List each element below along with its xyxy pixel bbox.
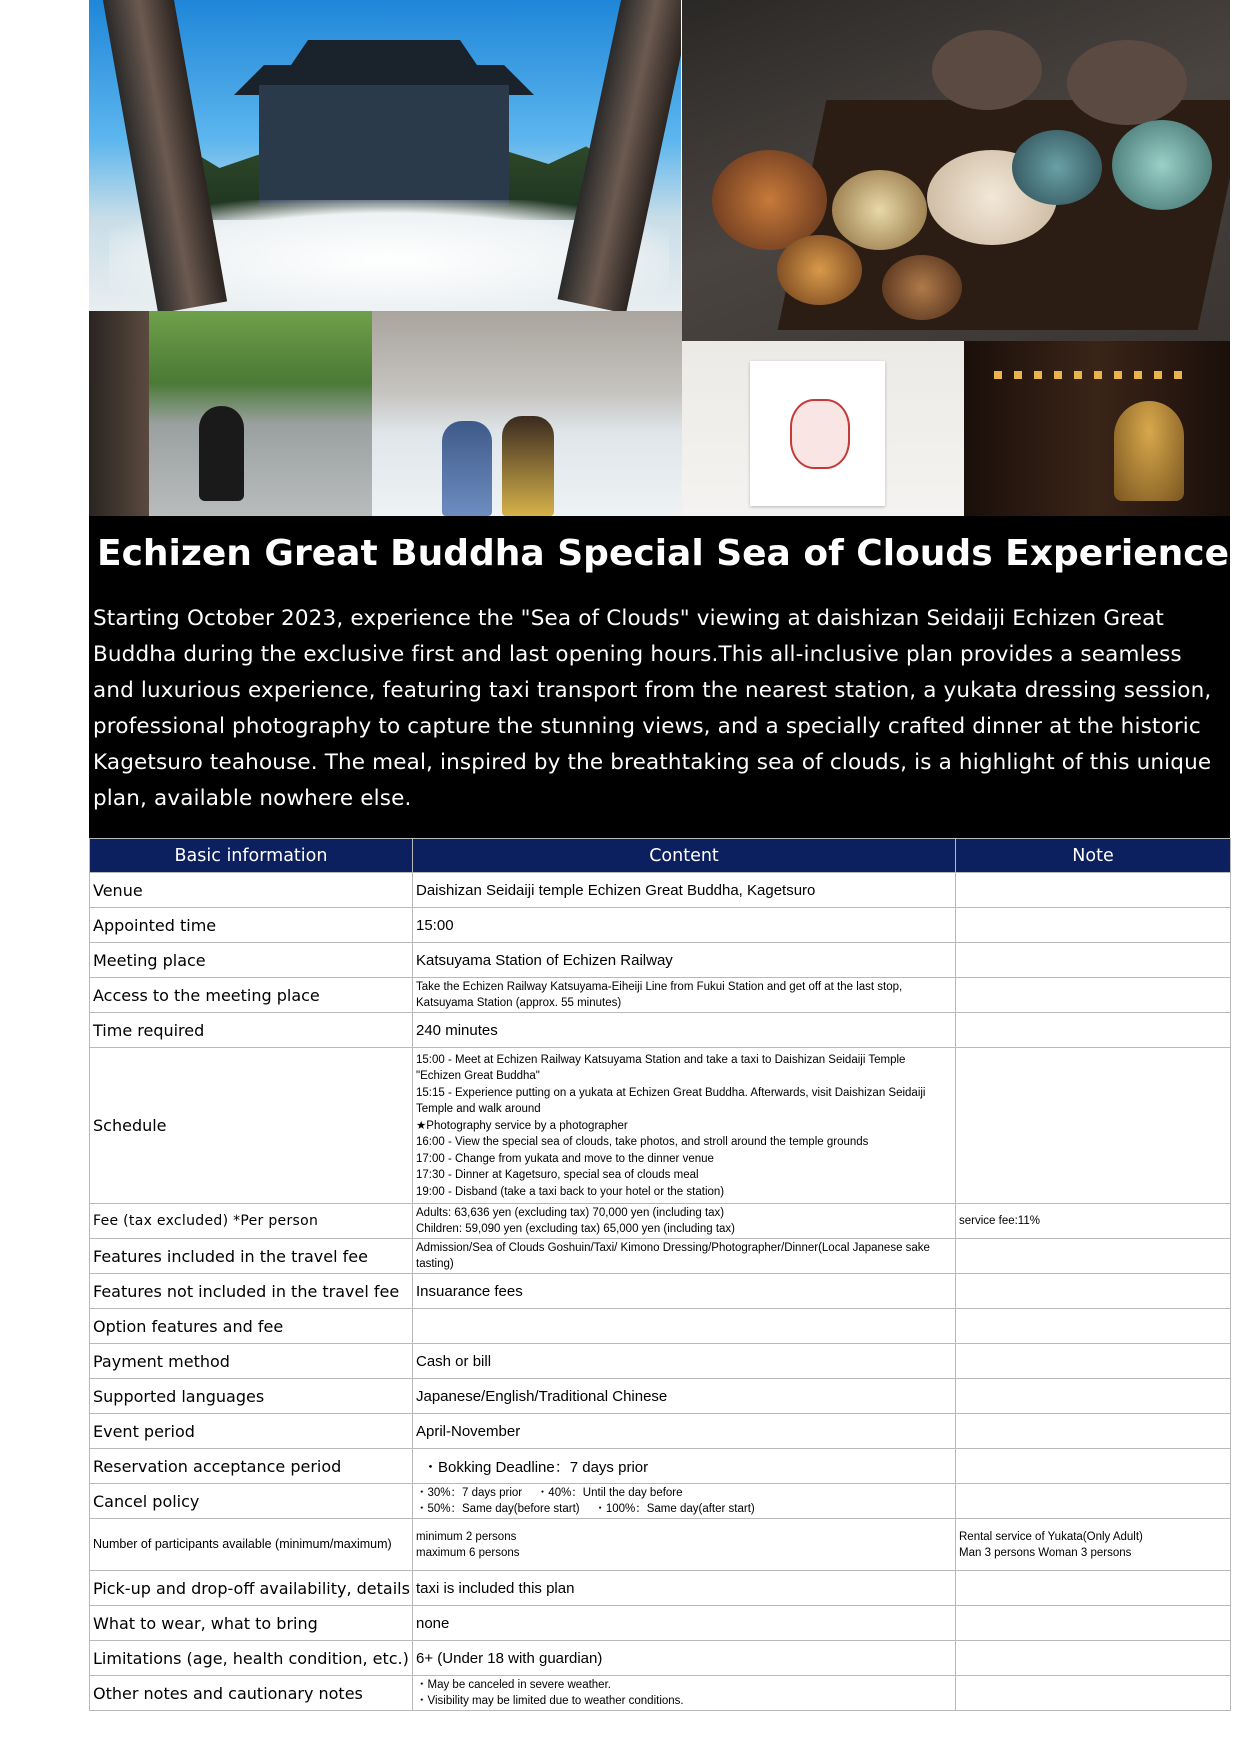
cancel-line: ・30%：7 days prior ・40%：Until the day before xyxy=(416,1487,683,1499)
note-line: Man 3 persons Woman 3 persons xyxy=(959,1546,1132,1559)
row-content: Japanese/English/Traditional Chinese xyxy=(413,1379,956,1414)
pot-dish xyxy=(932,30,1042,110)
participants-min: minimum 2 persons xyxy=(416,1530,517,1543)
schedule-line: 17:00 - Change from yukata and move to the dinner venue xyxy=(416,1152,714,1165)
table-row xyxy=(90,943,1231,978)
schedule-line: ★Photography service by a photographer xyxy=(416,1119,628,1132)
red-seal-stamp xyxy=(790,399,850,469)
cancel-policy-content xyxy=(413,1484,956,1519)
row-label: Pick-up and drop-off availability, details xyxy=(90,1571,413,1606)
row-content: 15:00 xyxy=(413,908,956,943)
table-row xyxy=(90,1519,1231,1571)
bowl-dish xyxy=(882,255,962,320)
header-note: Note xyxy=(956,839,1231,873)
row-note xyxy=(956,1344,1231,1379)
temple-building xyxy=(259,85,509,205)
table-row xyxy=(90,1239,1231,1274)
bowl-dish xyxy=(1012,130,1102,205)
row-note xyxy=(956,1379,1231,1414)
row-label: Payment method xyxy=(90,1344,413,1379)
row-label: Number of participants available (minimum/maximum) xyxy=(90,1519,413,1571)
row-note xyxy=(956,943,1231,978)
table-row xyxy=(90,1484,1231,1519)
schedule-line: 19:00 - Disband (take a taxi back to your hotel or the station) xyxy=(416,1185,725,1198)
basic-info-table xyxy=(89,838,1231,1711)
row-note xyxy=(956,1239,1231,1274)
row-note xyxy=(956,1013,1231,1048)
row-content: Admission/Sea of Clouds Goshuin/Taxi/ Kimono Dressing/Photographer/Dinner(Local Japanese sake tasting) xyxy=(413,1239,956,1274)
row-note xyxy=(956,1571,1231,1606)
row-label: Cancel policy xyxy=(90,1484,413,1519)
table-row xyxy=(90,1274,1231,1309)
row-note xyxy=(956,1309,1231,1344)
row-note xyxy=(956,978,1231,1013)
row-note xyxy=(956,1449,1231,1484)
row-content: Cash or bill xyxy=(413,1344,956,1379)
row-note xyxy=(956,1484,1231,1519)
table-row xyxy=(90,1571,1231,1606)
row-content: Katsuyama Station of Echizen Railway xyxy=(413,943,956,978)
row-label: Option features and fee xyxy=(90,1309,413,1344)
intro-paragraph: Starting October 2023, experience the "Sea of Clouds" viewing at daishizan Seidaiji Echizen Great Buddha during the exclusive first and last opening hours.This all-inclusive plan provides a seamless and luxurious experience, featuring taxi transport from the nearest station, a yukata dressing session, professional photography to capture the stunning views, and a specially crafted dinner at the historic Kagetsuro teahouse. The meal, inspired by the breathtaking sea of clouds, is a highlight of this unique plan, available nowhere else. xyxy=(93,606,1212,811)
row-label: Meeting place xyxy=(90,943,413,978)
row-note xyxy=(956,908,1231,943)
header-content: Content xyxy=(413,839,956,873)
row-label: Time required xyxy=(90,1013,413,1048)
row-label: Access to the meeting place xyxy=(90,978,413,1013)
table-row xyxy=(90,1013,1231,1048)
table-row xyxy=(90,1309,1231,1344)
row-label: Reservation acceptance period xyxy=(90,1449,413,1484)
row-note xyxy=(956,1274,1231,1309)
yukata-figure-yellow xyxy=(502,416,554,516)
row-label: Other notes and cautionary notes xyxy=(90,1676,413,1711)
fee-line-adults: Adults: 63,636 yen (excluding tax) 70,000 yen (including tax) xyxy=(416,1207,725,1219)
row-label: Venue xyxy=(90,873,413,908)
row-note xyxy=(956,1641,1231,1676)
row-label: What to wear, what to bring xyxy=(90,1606,413,1641)
row-note xyxy=(956,1606,1231,1641)
row-label: Fee (tax excluded) *Per person xyxy=(90,1204,413,1239)
service-fee-note: service fee:11% xyxy=(956,1204,1231,1239)
yukata-rental-note xyxy=(956,1519,1231,1571)
header-basic-information: Basic information xyxy=(90,839,413,873)
table-row xyxy=(90,1641,1231,1676)
caution-line: ・Visibility may be limited due to weather conditions. xyxy=(416,1695,684,1707)
table-row xyxy=(90,1449,1231,1484)
table-row xyxy=(90,1344,1231,1379)
row-content: Daishizan Seidaiji temple Echizen Great Buddha, Kagetsuro xyxy=(413,873,956,908)
row-label: Schedule xyxy=(90,1048,413,1204)
fee-line-children: Children: 59,090 yen (excluding tax) 65,000 yen (including tax) xyxy=(416,1223,735,1235)
temple-sea-of-clouds-photo xyxy=(89,0,681,311)
yukata-figure-blue xyxy=(442,421,492,516)
row-content: ・Bokking Deadline：7 days prior xyxy=(413,1449,956,1484)
row-content: April-November xyxy=(413,1414,956,1449)
cautionary-content xyxy=(413,1676,956,1711)
lantern-row xyxy=(994,371,1194,379)
cancel-line: ・50%：Same day(before start) ・100%：Same day(after start) xyxy=(416,1503,755,1515)
row-note xyxy=(956,1048,1231,1204)
row-label: Features included in the travel fee xyxy=(90,1239,413,1274)
participants-content xyxy=(413,1519,956,1571)
bowl-dish xyxy=(777,235,862,305)
row-content: Insuarance fees xyxy=(413,1274,956,1309)
buddha-statue xyxy=(1114,401,1184,501)
caution-line: ・May be canceled in severe weather. xyxy=(416,1679,611,1691)
schedule-line: 15:00 - Meet at Echizen Railway Katsuyama Station and take a taxi to Daishizan Seidaiji Temple "Echizen Great Buddha" xyxy=(416,1053,906,1083)
table-header-row xyxy=(90,839,1231,873)
participants-max: maximum 6 persons xyxy=(416,1546,520,1559)
schedule-line: 17:30 - Dinner at Kagetsuro, special sea of clouds meal xyxy=(416,1169,699,1182)
row-label: Appointed time xyxy=(90,908,413,943)
photographer-figure xyxy=(199,406,244,501)
row-content xyxy=(413,1309,956,1344)
row-content: 6+ (Under 18 with guardian) xyxy=(413,1641,956,1676)
temple-pillar xyxy=(89,311,149,516)
page-title: Echizen Great Buddha Special Sea of Clouds Experience xyxy=(97,533,1230,574)
schedule-content xyxy=(413,1048,956,1204)
row-note xyxy=(956,1676,1231,1711)
row-content: 240 minutes xyxy=(413,1013,956,1048)
schedule-line: 16:00 - View the special sea of clouds, take photos, and stroll around the temple grounds xyxy=(416,1136,869,1149)
table-row xyxy=(90,1606,1231,1641)
table-row xyxy=(90,1414,1231,1449)
row-note xyxy=(956,1414,1231,1449)
row-label: Limitations (age, health condition, etc.) xyxy=(90,1641,413,1676)
row-content: none xyxy=(413,1606,956,1641)
table-row xyxy=(90,873,1231,908)
yukata-photo xyxy=(372,311,682,516)
table-row xyxy=(90,978,1231,1013)
row-content: Take the Echizen Railway Katsuyama-Eiheiji Line from Fukui Station and get off at the last stop, Katsuyama Station (approx. 55 minutes) xyxy=(413,978,956,1013)
row-label: Supported languages xyxy=(90,1379,413,1414)
row-content: taxi is included this plan xyxy=(413,1571,956,1606)
goshuin-photo xyxy=(682,341,964,516)
row-label: Features not included in the travel fee xyxy=(90,1274,413,1309)
bowl-dish xyxy=(1112,120,1212,210)
note-line: Rental service of Yukata(Only Adult) xyxy=(959,1530,1143,1543)
schedule-line: 15:15 - Experience putting on a yukata at Echizen Great Buddha. Afterwards, visit Daishizan Seidaiji Temple and walk around xyxy=(416,1086,926,1116)
great-buddha-hall-photo xyxy=(964,341,1230,516)
table-row xyxy=(90,1204,1231,1239)
pot-dish xyxy=(1067,40,1187,125)
fee-content xyxy=(413,1204,956,1239)
hero-block xyxy=(89,516,1230,839)
kagetsuro-dinner-photo xyxy=(682,0,1230,341)
goshuin-card xyxy=(750,361,885,506)
table-row xyxy=(90,1676,1231,1711)
table-row xyxy=(90,1048,1231,1204)
bowl-dish xyxy=(832,170,927,250)
row-label: Event period xyxy=(90,1414,413,1449)
row-note xyxy=(956,873,1231,908)
table-row xyxy=(90,1379,1231,1414)
table-row xyxy=(90,908,1231,943)
temple-upper-roof xyxy=(289,40,479,68)
photographer-photo xyxy=(89,311,372,516)
